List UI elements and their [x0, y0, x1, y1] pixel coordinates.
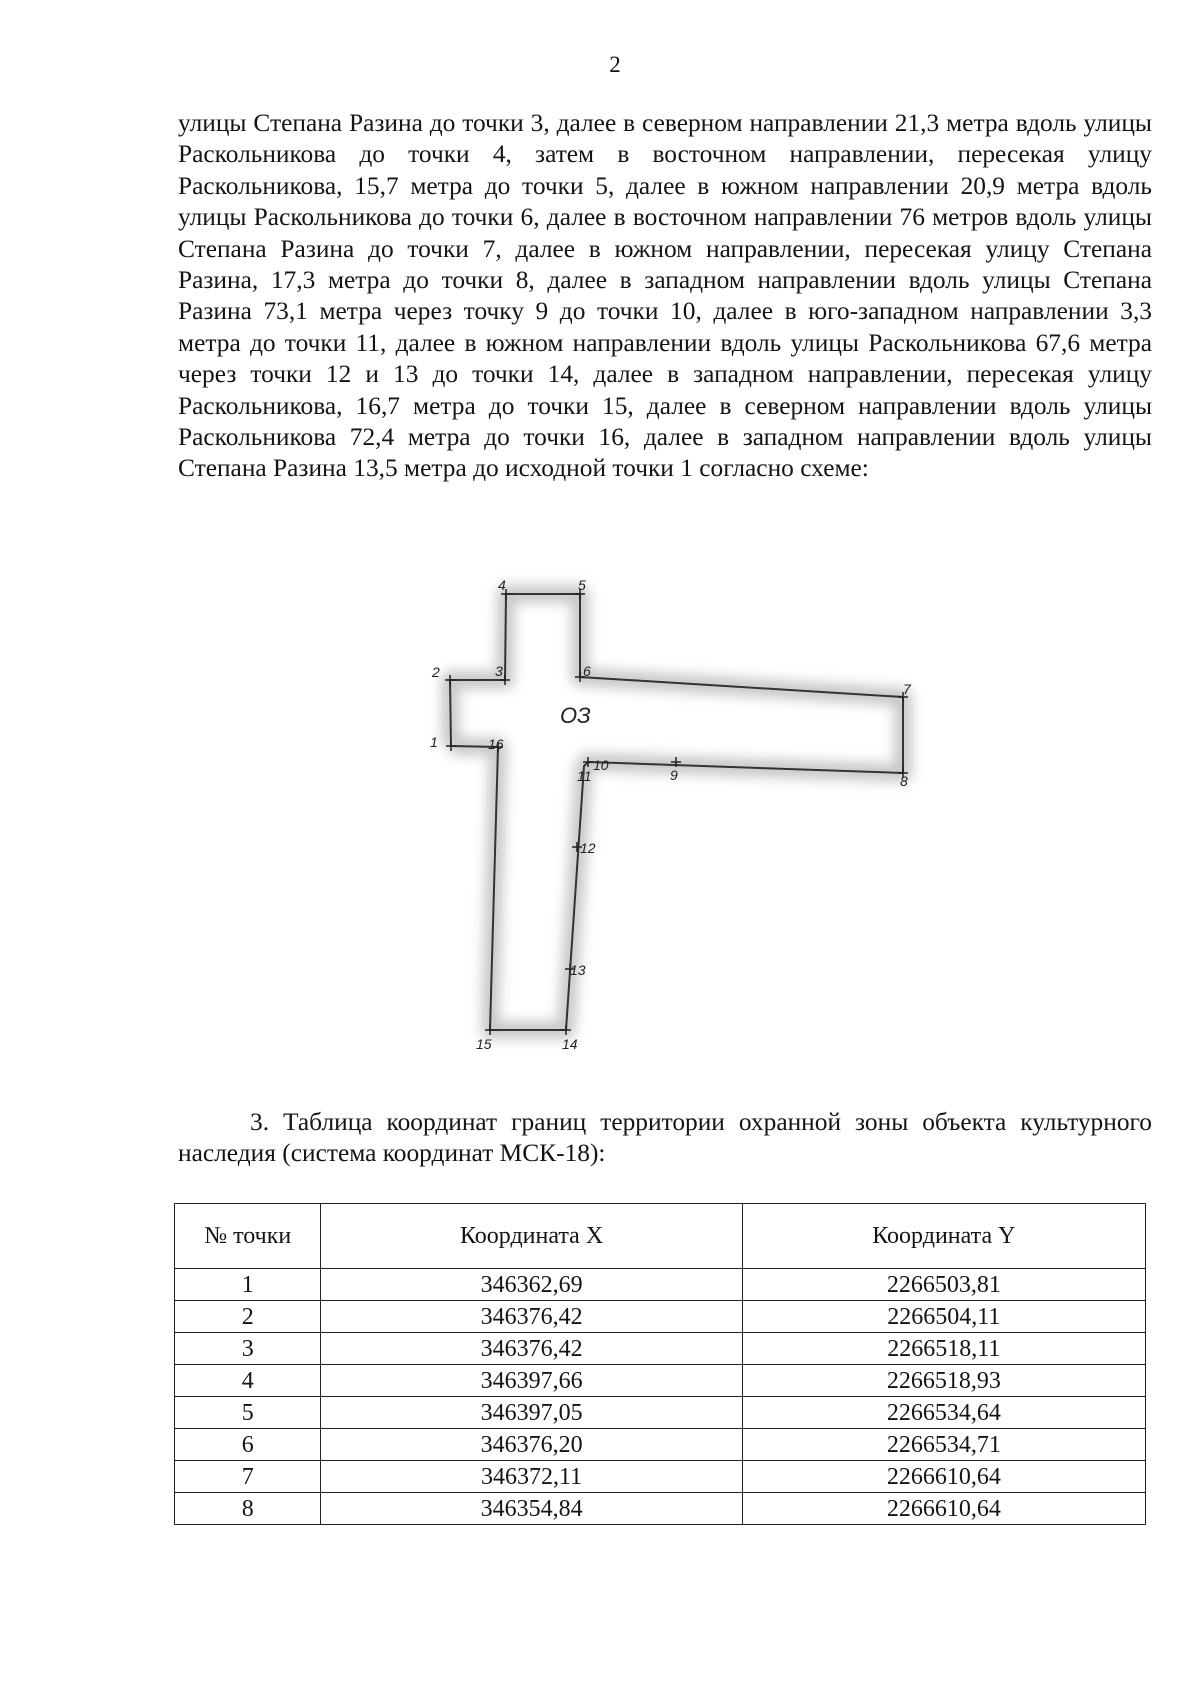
point-label-13: 13 — [570, 962, 586, 978]
zone-boundary — [450, 594, 903, 1030]
table-row — [175, 1397, 1146, 1429]
zone-label: ОЗ — [560, 703, 591, 728]
table-header-row — [175, 1204, 1146, 1269]
coordinate-x-cell: 346354,84 — [321, 1493, 742, 1525]
table-row — [175, 1333, 1146, 1365]
point-number-cell: 6 — [175, 1429, 321, 1461]
page-number: 2 — [609, 52, 621, 77]
point-label-1: 1 — [430, 734, 438, 750]
point-label-3: 3 — [495, 663, 503, 679]
table-row — [175, 1493, 1146, 1525]
point-label-8: 8 — [900, 773, 908, 789]
point-number-cell: 1 — [175, 1269, 321, 1301]
zone-halo — [450, 594, 903, 1030]
point-label-4: 4 — [498, 577, 506, 593]
point-markers — [445, 589, 908, 1035]
coordinate-x-cell: 346372,11 — [321, 1461, 742, 1493]
point-label-12: 12 — [580, 840, 596, 856]
coordinate-y-cell: 2266534,64 — [742, 1397, 1145, 1429]
point-label-14: 14 — [562, 1036, 578, 1052]
point-number-cell: 8 — [175, 1493, 321, 1525]
header-point-number: № точки — [175, 1204, 321, 1269]
coordinate-x-cell: 346397,05 — [321, 1397, 742, 1429]
coordinate-x-cell: 346376,42 — [321, 1333, 742, 1365]
coordinate-y-cell: 2266534,71 — [742, 1429, 1145, 1461]
point-label-9: 9 — [670, 767, 678, 783]
table-heading: 3. Таблица координат границ территории охранной зоны объекта культурного наследия (система координат МСК-18): — [178, 1108, 1152, 1167]
coordinates-table — [174, 1203, 1146, 1525]
header-coordinate-y: Координата Y — [742, 1204, 1145, 1269]
point-number-cell: 5 — [175, 1397, 321, 1429]
point-label-15: 15 — [476, 1036, 492, 1052]
table-row — [175, 1301, 1146, 1333]
zone-scheme — [420, 560, 940, 1060]
coordinate-y-cell: 2266610,64 — [742, 1493, 1145, 1525]
coordinate-y-cell: 2266503,81 — [742, 1269, 1145, 1301]
point-number-cell: 2 — [175, 1301, 321, 1333]
table-row — [175, 1365, 1146, 1397]
header-coordinate-x: Координата X — [321, 1204, 742, 1269]
coordinate-x-cell: 346397,66 — [321, 1365, 742, 1397]
table-row — [175, 1461, 1146, 1493]
table-row — [175, 1429, 1146, 1461]
point-label-10: 10 — [593, 757, 609, 773]
coordinate-x-cell: 346376,42 — [321, 1301, 742, 1333]
point-label-6: 6 — [583, 663, 591, 679]
point-number-cell: 4 — [175, 1365, 321, 1397]
coordinate-y-cell: 2266518,93 — [742, 1365, 1145, 1397]
point-label-7: 7 — [903, 681, 911, 697]
coordinate-y-cell: 2266610,64 — [742, 1461, 1145, 1493]
point-label-2: 2 — [432, 664, 440, 680]
coordinate-x-cell: 346376,20 — [321, 1429, 742, 1461]
coordinate-y-cell: 2266518,11 — [742, 1333, 1145, 1365]
point-label-5: 5 — [578, 577, 586, 593]
point-number-cell: 3 — [175, 1333, 321, 1365]
point-label-16: 16 — [488, 736, 504, 752]
coordinate-x-cell: 346362,69 — [321, 1269, 742, 1301]
point-label-11: 11 — [577, 768, 592, 784]
table-row — [175, 1269, 1146, 1301]
point-number-cell: 7 — [175, 1461, 321, 1493]
coordinate-y-cell: 2266504,11 — [742, 1301, 1145, 1333]
boundary-description: улицы Степана Разина до точки 3, далее в северном направлении 21,3 метра вдоль улицы Раскольникова до точки 4, затем в восточном направлении, пересекая улицу Раскольникова, 15,7 метра до точки 5, далее в южном направлении 20,9 метра вдоль улицы Раскольникова до точки 6, далее в восточном направлении 76 метров вдоль улицы Степана Разина до точки 7, далее в южном направлении, пересекая улицу Степана Разина, 17,3 метра до точки 8, далее в западном направлении вдоль улицы Степана Разина 73,1 метра через точку 9 до точки 10, далее в юго-западном направлении 3,3 метра до точки 11, далее в южном направлении вдоль улицы Раскольникова 67,6 метра через точки 12 и 13 до точки 14, далее в западном направлении, пересекая улицу Раскольникова, 16,7 метра до точки 15, далее в северном направлении вдоль улицы Раскольникова 72,4 метра до точки 16, далее в западном направлении вдоль улицы Степана Разина 13,5 метра до исходной точки 1 согласно схеме: — [178, 109, 1152, 483]
